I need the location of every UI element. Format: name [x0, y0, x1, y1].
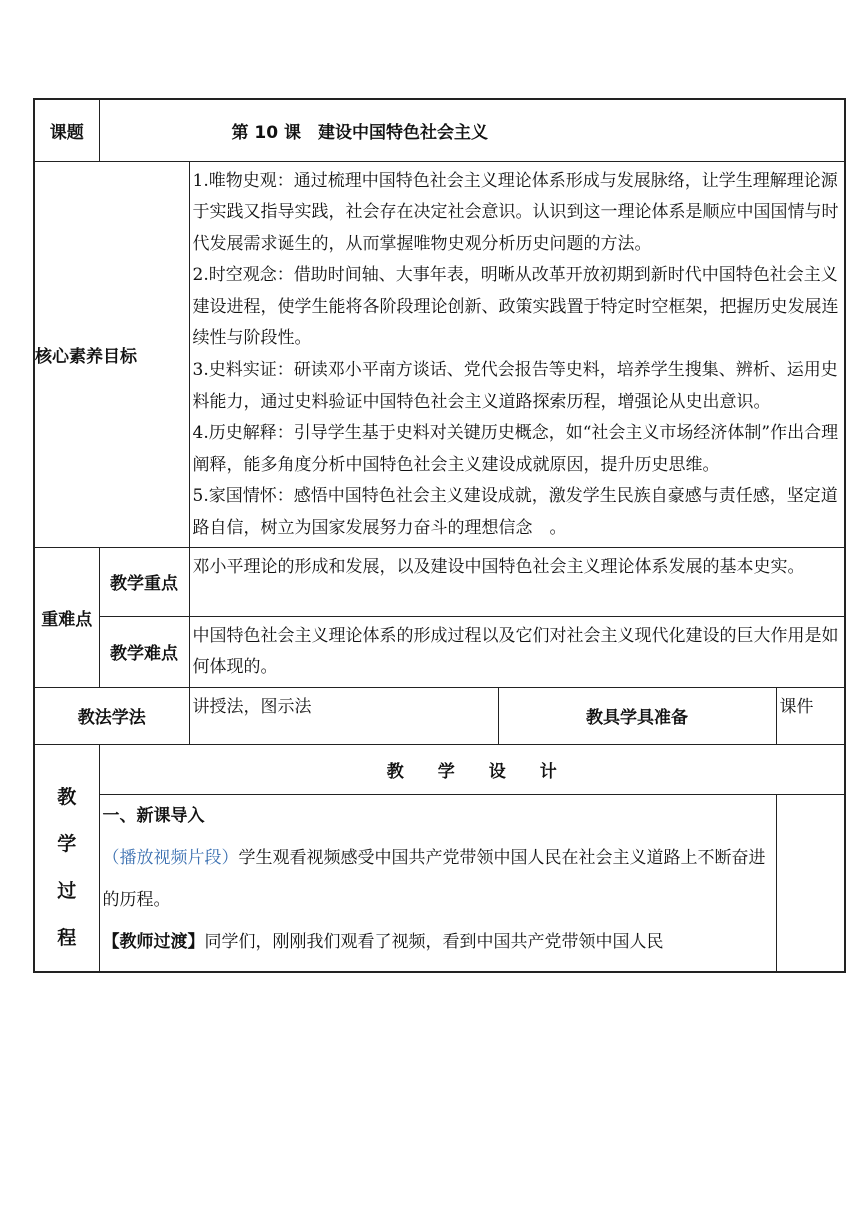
core-goal-item: 4.历史解释：引导学生基于史料对关键历史概念，如“社会主义市场经济体制”作出合理阐释，能多角度分析中国特色社会主义建设成就原因，提升历史思维。	[192, 423, 839, 475]
section-title: 一、新课导入	[102, 805, 205, 826]
core-goal-item: 2.时空观念：借助时间轴、大事年表，明晰从改革开放初期到新时代中国特色社会主义建设进程，使学生能将各阶段理论创新、政策实践置于特定时空框架，把握历史发展连续性与阶段性。	[192, 265, 839, 349]
core-goals-content	[189, 161, 845, 547]
tools-value: 课件	[776, 687, 845, 744]
transition-tag: 【教师过渡】	[102, 931, 205, 952]
process-char: 学	[57, 832, 77, 855]
process-char: 过	[57, 879, 77, 902]
methods-label: 教法学法	[34, 687, 189, 744]
core-goals-label: 核心素养目标	[34, 161, 189, 547]
difficulty-label: 重难点	[34, 547, 99, 687]
video-paragraph	[103, 837, 772, 921]
process-char: 程	[57, 926, 77, 949]
process-label	[34, 744, 99, 972]
design-title: 教 学 设 计	[99, 744, 845, 794]
video-text: 学生观看视频感受中国共产党带领中国人民在社会主义道路上不断奋进的历程。	[102, 847, 766, 910]
topic-label: 课题	[34, 99, 99, 161]
core-goal-item: 3.史料实证：研读邓小平南方谈话、党代会报告等史料，培养学生搜集、辨析、运用史料能力，通过史料验证中国特色社会主义道路探索历程，增强论从史出意识。	[192, 360, 838, 412]
video-tag: （播放视频片段）	[102, 847, 239, 868]
core-goal-item: 1.唯物史观：通过梳理中国特色社会主义理论体系形成与发展脉络，让学生理解理论源于实践又指导实践，社会存在决定社会意识。认识到这一理论体系是顺应中国国情与时代发展需求诞生的，从而掌握唯物史观分析历史问题的方法。	[192, 170, 839, 254]
methods-value: 讲授法，图示法	[189, 687, 498, 744]
transition-paragraph	[103, 921, 772, 963]
lesson-plan-table	[33, 98, 846, 973]
tools-label: 教具学具准备	[498, 687, 776, 744]
key-point-text: 邓小平理论的形成和发展，以及建设中国特色社会主义理论体系发展的基本史实。	[189, 547, 845, 616]
topic-value: 第 10 课 建设中国特色社会主义	[99, 99, 845, 161]
key-point-label: 教学重点	[99, 547, 189, 616]
process-content	[99, 794, 776, 972]
transition-text: 同学们，刚刚我们观看了视频，看到中国共产党带领中国人民	[204, 931, 664, 952]
hard-point-text: 中国特色社会主义理论体系的形成过程以及它们对社会主义现代化建设的巨大作用是如何体现的。	[189, 616, 845, 687]
process-side-column	[776, 794, 845, 972]
process-char: 教	[57, 785, 77, 808]
core-goal-item: 5.家国情怀：感悟中国特色社会主义建设成就，激发学生民族自豪感与责任感，坚定道路自信，树立为国家发展努力奋斗的理想信念 。	[192, 486, 838, 539]
hard-point-label: 教学难点	[99, 616, 189, 687]
